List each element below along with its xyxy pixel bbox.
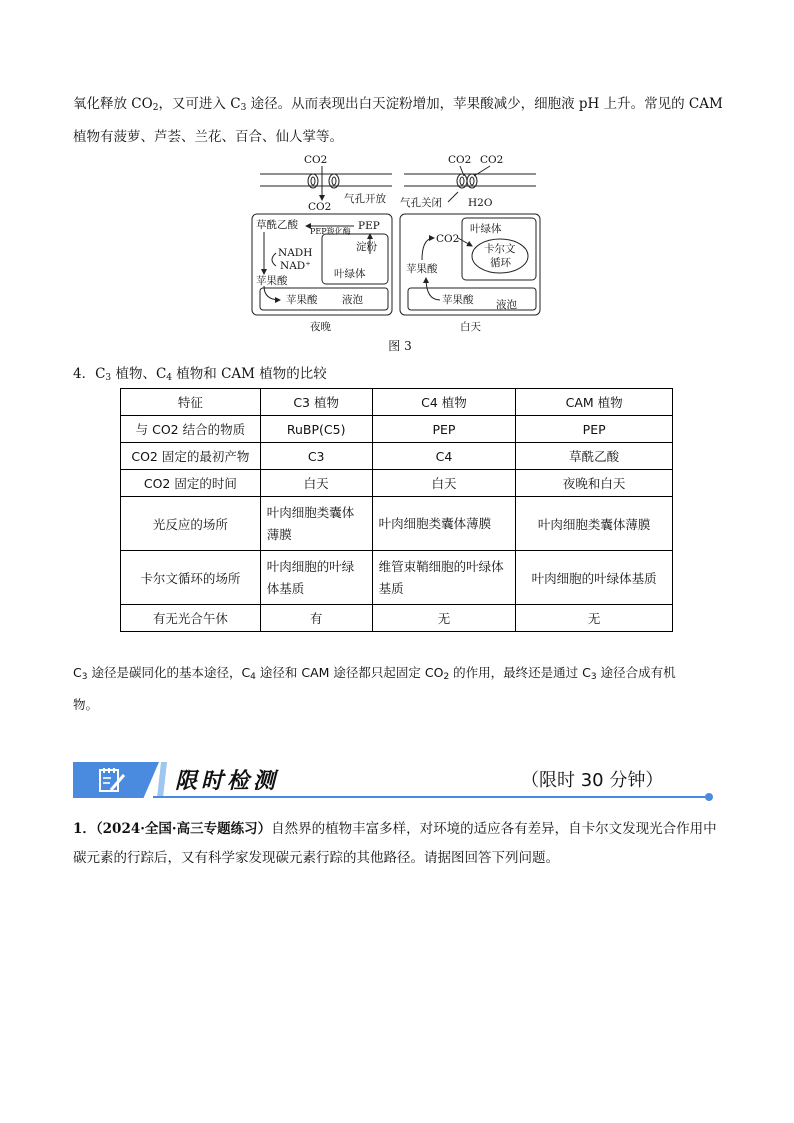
table-cell: CO2 固定的最初产物 <box>121 443 261 470</box>
day-panel <box>400 154 540 333</box>
cam-diagram-svg <box>250 150 546 336</box>
table-header-cell: 特征 <box>121 389 261 416</box>
table-cell: 无 <box>516 605 673 632</box>
summary-text: 途径是碳同化的基本途径，C <box>87 665 251 680</box>
table-cell: 叶肉细胞类囊体薄膜 <box>372 497 516 551</box>
subscript: 4 <box>166 373 173 383</box>
table-cell: 与 CO2 结合的物质 <box>121 416 261 443</box>
nad-label: NAD⁺ <box>280 260 311 272</box>
guard-cell-inner <box>470 177 474 185</box>
malate-label: 苹果酸 <box>256 275 288 287</box>
calvin-cycle-label: 循环 <box>490 257 511 269</box>
table-cell: 叶肉细胞的叶绿体基质 <box>260 551 372 605</box>
table-cell: C3 <box>260 443 372 470</box>
night-panel <box>252 154 392 333</box>
table-cell: 白天 <box>372 470 516 497</box>
banner-dot <box>705 793 713 801</box>
summary-text-line2: 物。 <box>73 697 99 712</box>
summary-text: 的作用，最终还是通过 C <box>449 665 591 680</box>
intro-text-line2: 植物有菠萝、芦荟、兰花、百合、仙人掌等。 <box>73 129 343 145</box>
figure-caption: 图 3 <box>388 339 412 353</box>
stoma-closed-label: 气孔关闭 <box>400 197 442 209</box>
table-cell: 叶肉细胞类囊体薄膜 <box>516 497 673 551</box>
heading-text: 植物、C <box>111 366 167 382</box>
question-1 <box>73 815 723 873</box>
pep-carboxylase-label: PEP羧化酶 <box>310 227 351 236</box>
subscript: 2 <box>443 672 450 682</box>
table-cell: 叶肉细胞类囊体薄膜 <box>260 497 372 551</box>
table-cell: RuBP(C5) <box>260 416 372 443</box>
guard-cell-inner <box>332 177 336 185</box>
table-cell: C4 <box>372 443 516 470</box>
malate-out-vacuole-arrow <box>426 278 440 300</box>
calvin-cycle-label: 卡尔文 <box>484 243 516 255</box>
time-limit: （限时 30 分钟） <box>521 770 664 791</box>
table-cell: 有 <box>260 605 372 632</box>
table-header-row <box>121 389 673 416</box>
night-label: 夜晚 <box>310 321 331 333</box>
table-cell: 无 <box>372 605 516 632</box>
subscript: 3 <box>590 672 597 682</box>
co2-inner-label: CO2 <box>436 233 460 245</box>
co2-label: CO2 <box>480 154 504 166</box>
table-row <box>121 551 673 605</box>
subscript: 3 <box>105 373 112 383</box>
heading-text: 植物和 CAM 植物的比较 <box>172 366 327 382</box>
stoma-open-label: 气孔开放 <box>344 193 386 205</box>
question-text: 自然界的植物丰富多样，对环境的适应各有差异，自卡尔文发现光合作用中 <box>271 821 717 837</box>
guard-cell-inner <box>460 177 464 185</box>
comparison-table <box>120 388 673 632</box>
comparison-table-body <box>121 389 673 632</box>
oxaloacetate-label: 草酰乙酸 <box>256 219 298 231</box>
decarboxylation-arrow <box>422 238 434 260</box>
h2o-line <box>448 192 458 202</box>
chloroplast-label: 叶绿体 <box>334 268 366 280</box>
table-cell: CO2 固定的时间 <box>121 470 261 497</box>
h2o-label: H2O <box>468 197 493 209</box>
table-row <box>121 605 673 632</box>
table-cell: 叶肉细胞的叶绿体基质 <box>516 551 673 605</box>
vacuole-malate-label: 苹果酸 <box>286 294 318 306</box>
subscript: 3 <box>81 672 88 682</box>
table-cell: 白天 <box>260 470 372 497</box>
day-label: 白天 <box>460 321 481 333</box>
question-number: 1． <box>73 821 96 837</box>
table-cell: 有无光合午休 <box>121 605 261 632</box>
intro-text: 氧化释放 CO <box>73 96 153 112</box>
table-header-cell: C4 植物 <box>372 389 516 416</box>
section-banner <box>73 758 713 800</box>
subscript: 2 <box>152 103 159 113</box>
chloroplast-label: 叶绿体 <box>470 223 502 235</box>
co2-label: CO2 <box>448 154 472 166</box>
cam-diagram <box>250 150 546 336</box>
subscript: 4 <box>250 672 256 682</box>
table-cell: 维管束鞘细胞的叶绿体基质 <box>372 551 516 605</box>
table-cell: 卡尔文循环的场所 <box>121 551 261 605</box>
intro-text: ，又可进入 C <box>158 96 241 112</box>
vacuole-label: 液泡 <box>342 294 363 306</box>
table-cell: PEP <box>516 416 673 443</box>
guard-cell-inner <box>311 177 315 185</box>
table-cell: 夜晚和白天 <box>516 470 673 497</box>
banner-stripe <box>157 762 167 798</box>
intro-paragraph <box>73 90 723 152</box>
intro-text: 途径。从而表现出白天淀粉增加，苹果酸减少，细胞液 pH 上升。常见的 CAM <box>246 96 723 112</box>
summary-paragraph <box>73 659 723 719</box>
summary-text: 途径和 CAM 途径都只起固定 CO <box>255 665 444 680</box>
summary-text: 途径合成有机 <box>596 665 676 680</box>
question-source: （2024·全国·高三专题练习） <box>95 821 272 837</box>
subscript: 3 <box>240 103 247 113</box>
vacuole-outline <box>260 288 388 310</box>
banner-title: 限时检测 <box>175 768 280 794</box>
nadh-curve <box>272 253 276 266</box>
malate-label: 苹果酸 <box>406 263 438 275</box>
pep-label: PEP <box>358 220 380 232</box>
co2-to-calvin-arrow <box>458 238 472 246</box>
table-cell: PEP <box>372 416 516 443</box>
vacuole-label: 液泡 <box>496 299 517 311</box>
question-text-line2: 碳元素的行踪后，又有科学家发现碳元素行踪的其他路径。请据图回答下列问题。 <box>73 850 559 866</box>
table-cell: 光反应的场所 <box>121 497 261 551</box>
table-row <box>121 443 673 470</box>
nadh-label: NADH <box>278 247 313 259</box>
notepad-pencil-icon <box>97 766 127 794</box>
table-header-cell: C3 植物 <box>260 389 372 416</box>
co2-label: CO2 <box>308 201 332 213</box>
table-row <box>121 416 673 443</box>
table-row <box>121 497 673 551</box>
summary-text: C <box>73 665 82 680</box>
table-row <box>121 470 673 497</box>
co2-label: CO2 <box>304 154 328 166</box>
table-header-cell: CAM 植物 <box>516 389 673 416</box>
starch-label: 淀粉 <box>356 241 377 253</box>
table-cell: 草酰乙酸 <box>516 443 673 470</box>
banner-underline <box>153 796 709 798</box>
heading-text: 4．C <box>73 366 106 382</box>
vacuole-malate-label: 苹果酸 <box>442 294 474 306</box>
